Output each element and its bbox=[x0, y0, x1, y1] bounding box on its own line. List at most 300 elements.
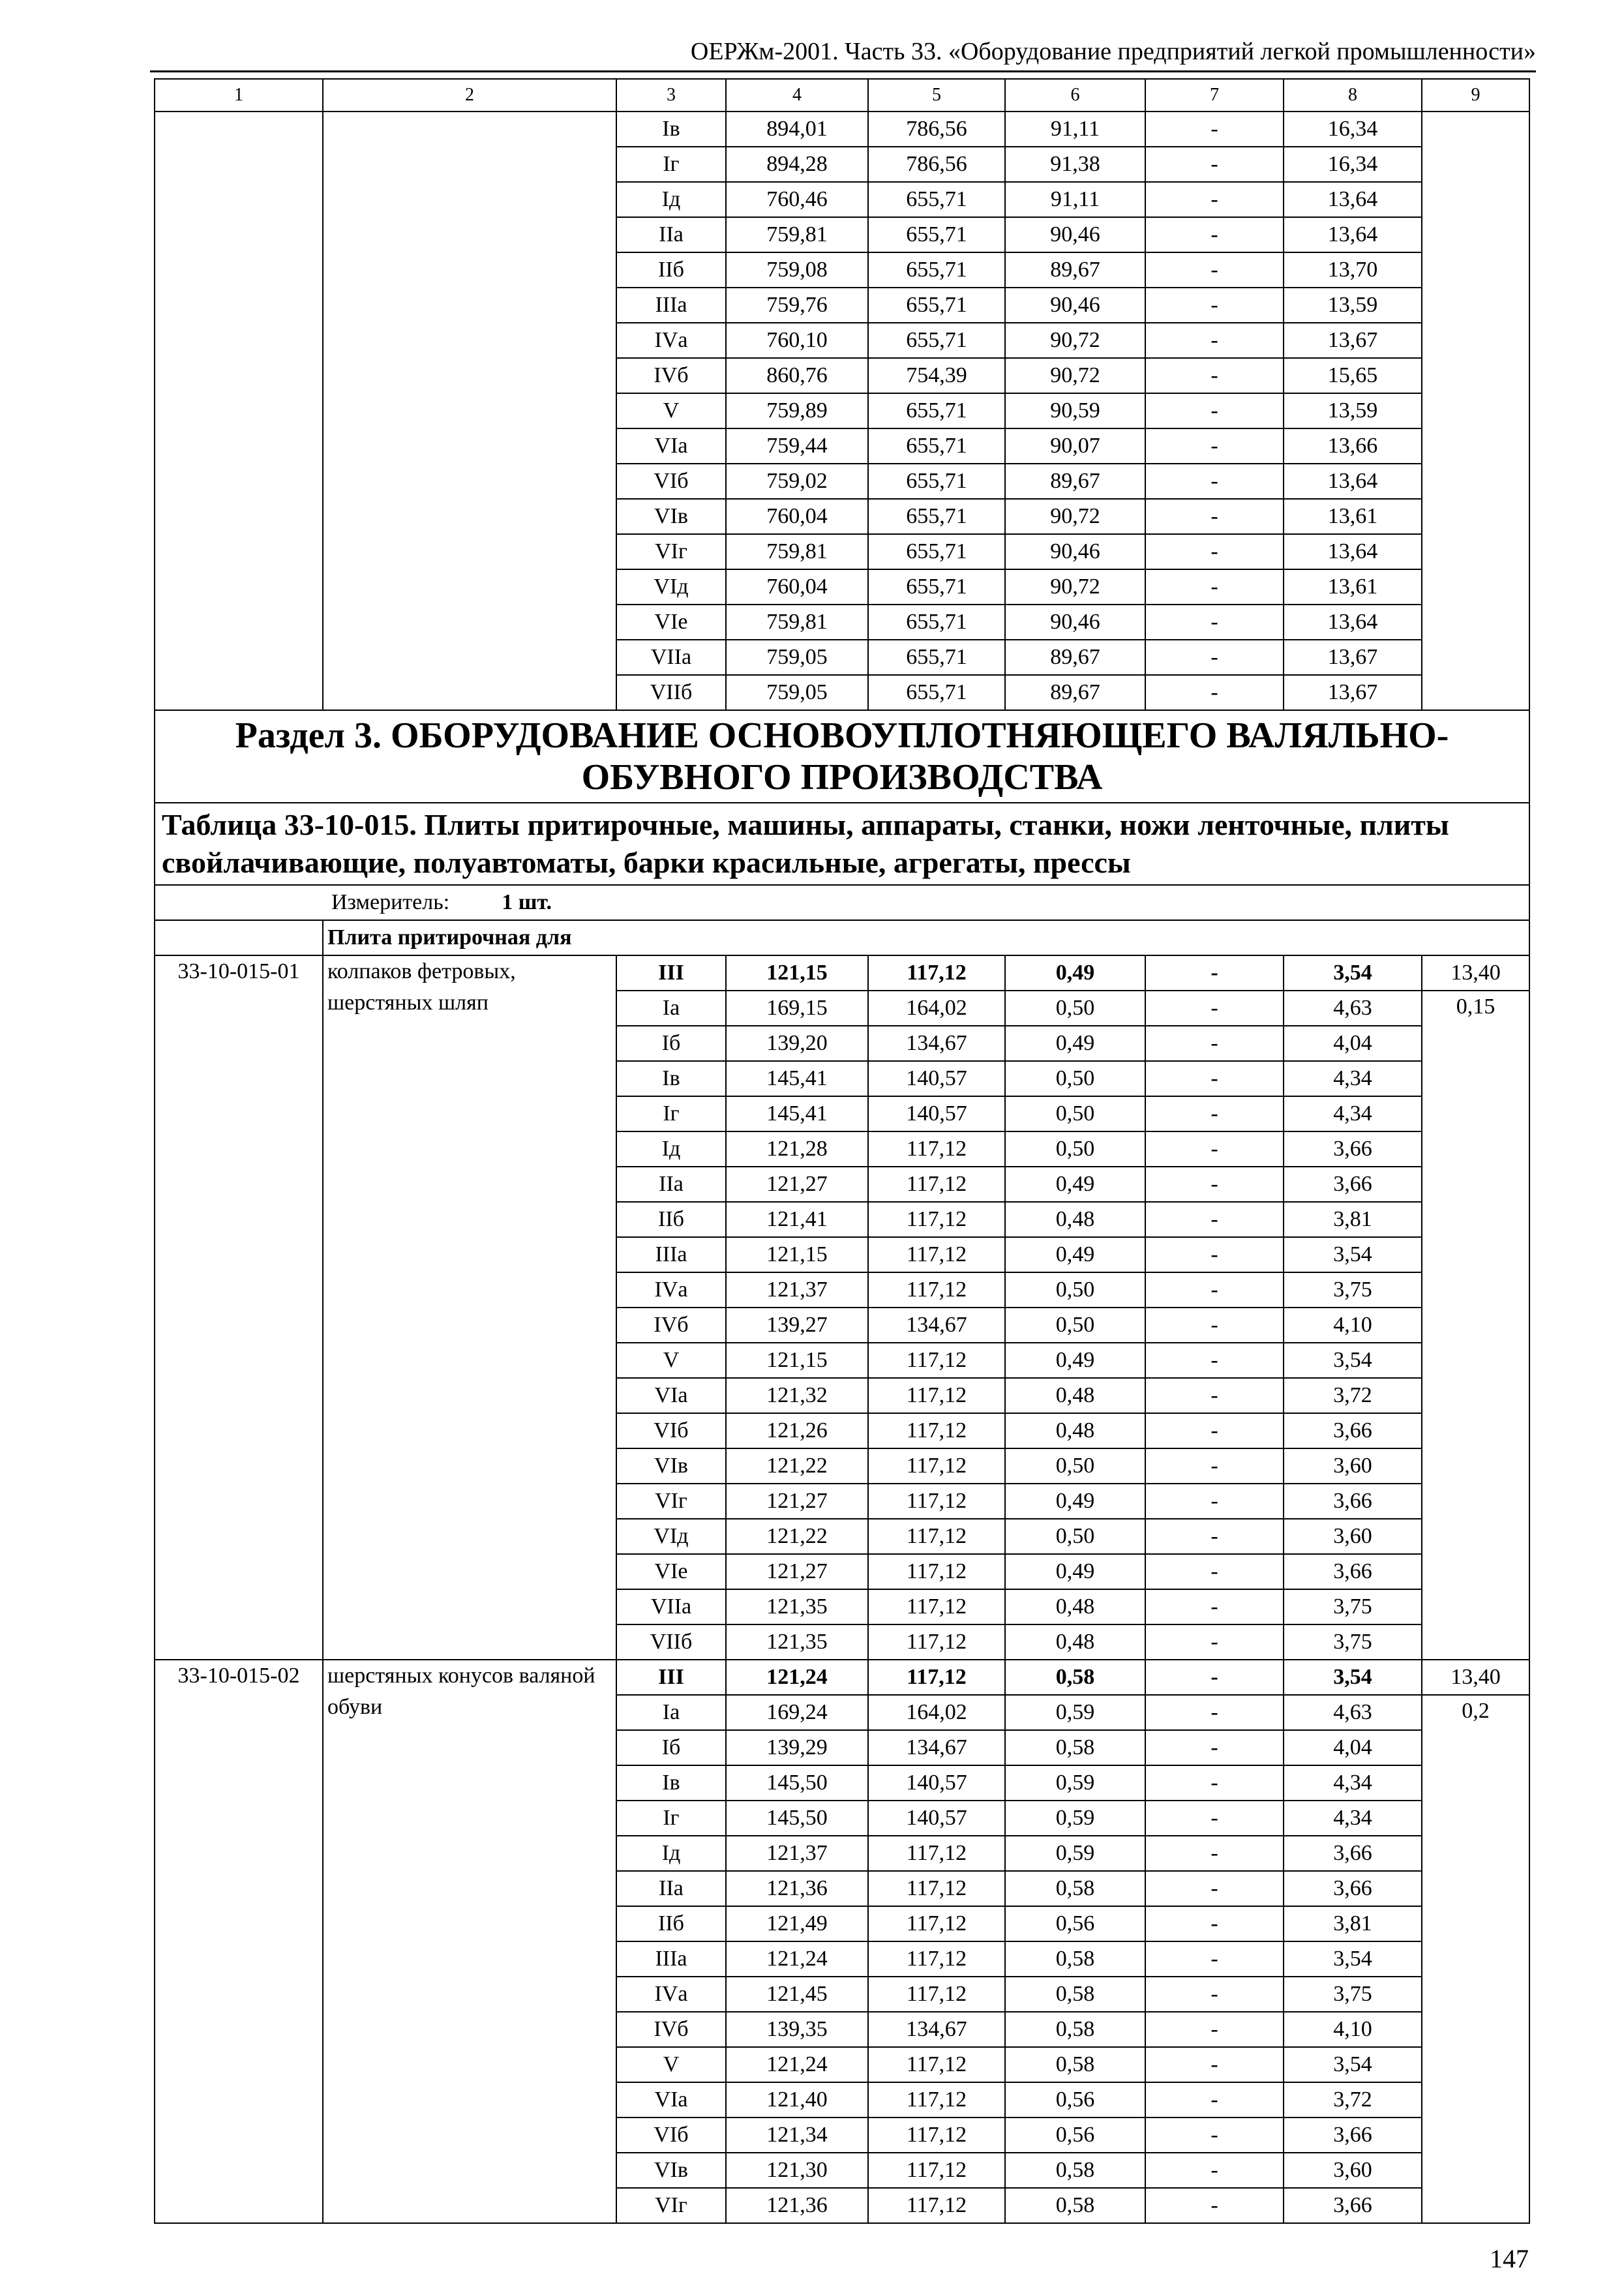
table-cell: 0,48 bbox=[1005, 1378, 1145, 1413]
table-cell: - bbox=[1145, 1801, 1284, 1836]
table-cell: 894,28 bbox=[726, 147, 868, 182]
table-cell: Iа bbox=[616, 1695, 726, 1730]
table-cell: 16,34 bbox=[1284, 147, 1422, 182]
table-cell: 139,29 bbox=[726, 1730, 868, 1765]
table-cell: 655,71 bbox=[868, 393, 1005, 428]
column-number: 7 bbox=[1145, 79, 1284, 112]
table-cell: 760,04 bbox=[726, 569, 868, 605]
table-cell: 139,35 bbox=[726, 2012, 868, 2047]
table-cell: 0,49 bbox=[1005, 1237, 1145, 1272]
table-cell: 121,15 bbox=[726, 955, 868, 991]
table-cell: 134,67 bbox=[868, 1730, 1005, 1765]
table-cell: VIв bbox=[616, 2153, 726, 2188]
table-cell: 0,59 bbox=[1005, 1765, 1145, 1801]
table-cell: IIб bbox=[616, 1906, 726, 1941]
table-cell: 140,57 bbox=[868, 1801, 1005, 1836]
table-cell: 121,30 bbox=[726, 2153, 868, 2188]
table-cell: 91,11 bbox=[1005, 112, 1145, 147]
table-cell: 3,54 bbox=[1284, 2047, 1422, 2082]
table-cell: 121,35 bbox=[726, 1624, 868, 1660]
section-title: Раздел 3. ОБОРУДОВАНИЕ ОСНОВОУПЛОТНЯЮЩЕГО ВАЛЯЛЬНО-ОБУВНОГО ПРОИЗВОДСТВА bbox=[155, 710, 1529, 803]
table-cell: 90,07 bbox=[1005, 428, 1145, 464]
column-number: 8 bbox=[1284, 79, 1422, 112]
table-cell: 13,64 bbox=[1284, 217, 1422, 252]
table-cell: - bbox=[1145, 955, 1284, 991]
table-cell: - bbox=[1145, 1167, 1284, 1202]
subheading: Плита притирочная для bbox=[323, 920, 1529, 955]
table-cell: 90,46 bbox=[1005, 534, 1145, 569]
table-cell: 145,41 bbox=[726, 1096, 868, 1131]
subheading-row bbox=[155, 920, 1529, 955]
table-cell: - bbox=[1145, 288, 1284, 323]
table-cell: - bbox=[1145, 1730, 1284, 1765]
table-cell: V bbox=[616, 393, 726, 428]
table-cell: 89,67 bbox=[1005, 252, 1145, 288]
table-cell: - bbox=[1145, 112, 1284, 147]
table-cell: 117,12 bbox=[868, 1413, 1005, 1448]
table-cell: 759,89 bbox=[726, 393, 868, 428]
table-cell: 117,12 bbox=[868, 1977, 1005, 2012]
table-cell: 121,24 bbox=[726, 2047, 868, 2082]
column-number: 6 bbox=[1005, 79, 1145, 112]
table-cell: 759,76 bbox=[726, 288, 868, 323]
table-cell: 4,63 bbox=[1284, 1695, 1422, 1730]
table-cell: 121,35 bbox=[726, 1589, 868, 1624]
table-cell: IIIа bbox=[616, 1941, 726, 1977]
table-cell: - bbox=[1145, 2082, 1284, 2117]
table-cell: 0,58 bbox=[1005, 1941, 1145, 1977]
table-cell: 90,59 bbox=[1005, 393, 1145, 428]
item-name: колпаков фетровых, шерстяных шляп bbox=[323, 955, 616, 1660]
table-cell: 121,32 bbox=[726, 1378, 868, 1413]
table-cell: - bbox=[1145, 428, 1284, 464]
table-cell: VIIб bbox=[616, 1624, 726, 1660]
table-cell: 759,44 bbox=[726, 428, 868, 464]
table-cell: 89,67 bbox=[1005, 464, 1145, 499]
table-cell: 117,12 bbox=[868, 1906, 1005, 1941]
table-cell: 655,71 bbox=[868, 534, 1005, 569]
table-cell: 164,02 bbox=[868, 1695, 1005, 1730]
table-cell: 89,67 bbox=[1005, 675, 1145, 710]
table-cell: - bbox=[1145, 393, 1284, 428]
table-cell: 15,65 bbox=[1284, 358, 1422, 393]
measure-label: Измеритель: bbox=[331, 890, 450, 914]
table-cell: 13,67 bbox=[1284, 323, 1422, 358]
table-cell: 3,66 bbox=[1284, 2188, 1422, 2223]
table-cell: 3,75 bbox=[1284, 1977, 1422, 2012]
table-cell: VIд bbox=[616, 569, 726, 605]
table-title bbox=[155, 803, 1529, 885]
table-cell: - bbox=[1145, 1836, 1284, 1871]
table-cell: 3,66 bbox=[1284, 2117, 1422, 2153]
table-cell: - bbox=[1145, 1484, 1284, 1519]
table-cell: VIа bbox=[616, 428, 726, 464]
table-cell: 139,27 bbox=[726, 1308, 868, 1343]
table-cell: - bbox=[1145, 2188, 1284, 2223]
table-cell: 3,66 bbox=[1284, 1167, 1422, 1202]
table-cell: 140,57 bbox=[868, 1765, 1005, 1801]
table-cell: 13,61 bbox=[1284, 499, 1422, 534]
table-cell: Iв bbox=[616, 1061, 726, 1096]
item-code: 33-10-015-02 bbox=[155, 1660, 323, 2223]
table-cell: VIг bbox=[616, 2188, 726, 2223]
table-cell: - bbox=[1145, 217, 1284, 252]
table-cell: 4,34 bbox=[1284, 1061, 1422, 1096]
table-cell: 13,70 bbox=[1284, 252, 1422, 288]
table-cell: 0,58 bbox=[1005, 2047, 1145, 2082]
table-cell: IIа bbox=[616, 1167, 726, 1202]
table-cell: 121,24 bbox=[726, 1660, 868, 1695]
table-cell: 13,66 bbox=[1284, 428, 1422, 464]
table-cell: Iг bbox=[616, 147, 726, 182]
table-cell: 3,54 bbox=[1284, 1660, 1422, 1695]
table-cell: - bbox=[1145, 675, 1284, 710]
table-cell: 90,72 bbox=[1005, 323, 1145, 358]
table-cell: 655,71 bbox=[868, 428, 1005, 464]
table-cell: 117,12 bbox=[868, 2082, 1005, 2117]
col9-cell-empty bbox=[1422, 112, 1529, 710]
table-cell: 117,12 bbox=[868, 1202, 1005, 1237]
table-cell: 117,12 bbox=[868, 1589, 1005, 1624]
table-cell: 134,67 bbox=[868, 1308, 1005, 1343]
table-cell: 90,72 bbox=[1005, 569, 1145, 605]
table-row bbox=[155, 112, 1529, 147]
table-cell: 655,71 bbox=[868, 640, 1005, 675]
table-cell: 0,50 bbox=[1005, 1448, 1145, 1484]
table-cell: 759,81 bbox=[726, 217, 868, 252]
table-cell: 655,71 bbox=[868, 569, 1005, 605]
table-cell: - bbox=[1145, 1695, 1284, 1730]
table-cell: 0,58 bbox=[1005, 1660, 1145, 1695]
table-cell: - bbox=[1145, 1765, 1284, 1801]
table-cell: 121,45 bbox=[726, 1977, 868, 2012]
table-cell: 759,81 bbox=[726, 605, 868, 640]
table-cell: III bbox=[616, 955, 726, 991]
table-cell: 3,81 bbox=[1284, 1906, 1422, 1941]
table-cell: 169,15 bbox=[726, 991, 868, 1026]
rates-table bbox=[154, 78, 1530, 2224]
table-cell: 3,54 bbox=[1284, 1237, 1422, 1272]
table-row bbox=[155, 955, 1529, 991]
table-cell: 121,27 bbox=[726, 1167, 868, 1202]
table-cell: - bbox=[1145, 499, 1284, 534]
table-cell: VIIа bbox=[616, 640, 726, 675]
table-cell: 655,71 bbox=[868, 675, 1005, 710]
table-cell: 760,46 bbox=[726, 182, 868, 217]
table-cell: IVа bbox=[616, 1977, 726, 2012]
table-cell: IIа bbox=[616, 1871, 726, 1906]
table-cell: 145,41 bbox=[726, 1061, 868, 1096]
table-cell: Iг bbox=[616, 1096, 726, 1131]
table-cell: - bbox=[1145, 1906, 1284, 1941]
running-header: ОЕРЖм-2001. Часть 33. «Оборудование предприятий легкой промышленности» bbox=[690, 38, 1536, 65]
table-cell: 655,71 bbox=[868, 464, 1005, 499]
table-cell: 894,01 bbox=[726, 112, 868, 147]
table-cell: 91,38 bbox=[1005, 147, 1145, 182]
table-cell: 117,12 bbox=[868, 1660, 1005, 1695]
table-cell: 117,12 bbox=[868, 1448, 1005, 1484]
code-cell-empty bbox=[155, 112, 323, 710]
table-cell: - bbox=[1145, 1413, 1284, 1448]
table-cell: 3,72 bbox=[1284, 1378, 1422, 1413]
table-cell: 117,12 bbox=[868, 1167, 1005, 1202]
table-title-text: Таблица 33-10-015. Плиты притирочные, машины, аппараты, станки, ножи ленточные, плиты свойлачивающие, полуавтоматы, барки красильные, агрегаты, прессы bbox=[162, 808, 1449, 879]
table-cell: 134,67 bbox=[868, 2012, 1005, 2047]
table-cell: 121,27 bbox=[726, 1554, 868, 1589]
column-number: 5 bbox=[868, 79, 1005, 112]
table-cell: - bbox=[1145, 1624, 1284, 1660]
table-cell: - bbox=[1145, 605, 1284, 640]
table-cell: - bbox=[1145, 1448, 1284, 1484]
table-cell: 759,05 bbox=[726, 640, 868, 675]
table-cell: 121,40 bbox=[726, 2082, 868, 2117]
table-cell: 3,72 bbox=[1284, 2082, 1422, 2117]
table-cell: 121,27 bbox=[726, 1484, 868, 1519]
table-cell: - bbox=[1145, 182, 1284, 217]
table-cell: 0,50 bbox=[1005, 1308, 1145, 1343]
table-cell: 13,59 bbox=[1284, 393, 1422, 428]
column-number: 9 bbox=[1422, 79, 1529, 112]
table-cell: 117,12 bbox=[868, 1378, 1005, 1413]
table-cell: 3,66 bbox=[1284, 1836, 1422, 1871]
table-cell: 0,49 bbox=[1005, 1343, 1145, 1378]
measure-value: 1 шт. bbox=[502, 890, 552, 914]
table-cell: 0,50 bbox=[1005, 1096, 1145, 1131]
table-cell: 0,50 bbox=[1005, 1272, 1145, 1308]
table-cell: 3,66 bbox=[1284, 1484, 1422, 1519]
table-cell: - bbox=[1145, 991, 1284, 1026]
table-cell: 121,36 bbox=[726, 2188, 868, 2223]
table-cell: 121,49 bbox=[726, 1906, 868, 1941]
table-cell: 117,12 bbox=[868, 1272, 1005, 1308]
table-cell: - bbox=[1145, 1519, 1284, 1554]
table-cell: 655,71 bbox=[868, 252, 1005, 288]
table-cell: 121,34 bbox=[726, 2117, 868, 2153]
column-number: 3 bbox=[616, 79, 726, 112]
table-cell: - bbox=[1145, 2012, 1284, 2047]
table-cell: 759,81 bbox=[726, 534, 868, 569]
table-cell: - bbox=[1145, 534, 1284, 569]
table-cell: 16,34 bbox=[1284, 112, 1422, 147]
table-cell: 4,10 bbox=[1284, 1308, 1422, 1343]
table-cell: 759,05 bbox=[726, 675, 868, 710]
table-cell: - bbox=[1145, 1871, 1284, 1906]
table-cell: Iа bbox=[616, 991, 726, 1026]
table-cell: - bbox=[1145, 1589, 1284, 1624]
table-cell: - bbox=[1145, 569, 1284, 605]
table-cell: 121,24 bbox=[726, 1941, 868, 1977]
table-cell: VIIб bbox=[616, 675, 726, 710]
table-cell: IVа bbox=[616, 323, 726, 358]
table-cell: Iб bbox=[616, 1730, 726, 1765]
table-cell: 655,71 bbox=[868, 182, 1005, 217]
table-cell: - bbox=[1145, 2047, 1284, 2082]
table-cell: 4,34 bbox=[1284, 1801, 1422, 1836]
table-cell: IVб bbox=[616, 1308, 726, 1343]
table-cell: 0,48 bbox=[1005, 1589, 1145, 1624]
table-cell: - bbox=[1145, 323, 1284, 358]
table-cell: 655,71 bbox=[868, 499, 1005, 534]
table-cell: 0,56 bbox=[1005, 2082, 1145, 2117]
empty-cell bbox=[155, 920, 323, 955]
table-cell: 121,37 bbox=[726, 1272, 868, 1308]
table-cell: 655,71 bbox=[868, 217, 1005, 252]
table-cell: 169,24 bbox=[726, 1695, 868, 1730]
table-cell: 139,20 bbox=[726, 1026, 868, 1061]
table-cell: - bbox=[1145, 1061, 1284, 1096]
table-cell: IVа bbox=[616, 1272, 726, 1308]
table-cell: Iд bbox=[616, 1836, 726, 1871]
table-cell: 3,66 bbox=[1284, 1413, 1422, 1448]
table-cell: Iд bbox=[616, 182, 726, 217]
table-cell: 786,56 bbox=[868, 112, 1005, 147]
table-cell: IIб bbox=[616, 1202, 726, 1237]
table-cell: - bbox=[1145, 1554, 1284, 1589]
table-cell: 117,12 bbox=[868, 1343, 1005, 1378]
col9-value: 13,40 bbox=[1422, 1660, 1529, 1695]
table-cell: VIа bbox=[616, 1378, 726, 1413]
table-cell: 3,75 bbox=[1284, 1624, 1422, 1660]
table-cell: 0,49 bbox=[1005, 955, 1145, 991]
measure-cell bbox=[155, 885, 1529, 920]
table-body bbox=[155, 79, 1529, 2223]
table-cell: Iв bbox=[616, 112, 726, 147]
table-cell: 13,67 bbox=[1284, 675, 1422, 710]
table-cell: 760,10 bbox=[726, 323, 868, 358]
table-cell: 90,46 bbox=[1005, 217, 1145, 252]
table-cell: 121,22 bbox=[726, 1448, 868, 1484]
table-cell: 121,37 bbox=[726, 1836, 868, 1871]
table-cell: IIа bbox=[616, 217, 726, 252]
col9-value: 0,2 bbox=[1422, 1695, 1529, 2223]
table-cell: VIа bbox=[616, 2082, 726, 2117]
table-cell: 145,50 bbox=[726, 1801, 868, 1836]
table-cell: 91,11 bbox=[1005, 182, 1145, 217]
table-cell: 13,61 bbox=[1284, 569, 1422, 605]
table-cell: 3,66 bbox=[1284, 1131, 1422, 1167]
table-cell: VIе bbox=[616, 1554, 726, 1589]
table-cell: 754,39 bbox=[868, 358, 1005, 393]
table-cell: IVб bbox=[616, 2012, 726, 2047]
table-cell: 0,50 bbox=[1005, 1131, 1145, 1167]
table-cell: - bbox=[1145, 1977, 1284, 2012]
table-cell: 117,12 bbox=[868, 1624, 1005, 1660]
table-cell: 655,71 bbox=[868, 288, 1005, 323]
table-cell: 0,58 bbox=[1005, 2012, 1145, 2047]
item-code: 33-10-015-01 bbox=[155, 955, 323, 1660]
table-cell: 0,58 bbox=[1005, 1977, 1145, 2012]
table-cell: 0,49 bbox=[1005, 1026, 1145, 1061]
table-cell: 0,48 bbox=[1005, 1624, 1145, 1660]
table-cell: 0,58 bbox=[1005, 1730, 1145, 1765]
table-cell: 121,36 bbox=[726, 1871, 868, 1906]
table-cell: 0,59 bbox=[1005, 1695, 1145, 1730]
table-cell: 13,64 bbox=[1284, 464, 1422, 499]
table-cell: III bbox=[616, 1660, 726, 1695]
table-cell: 90,46 bbox=[1005, 288, 1145, 323]
table-cell: IVб bbox=[616, 358, 726, 393]
table-cell: - bbox=[1145, 2117, 1284, 2153]
table-cell: 13,64 bbox=[1284, 182, 1422, 217]
table-cell: 0,58 bbox=[1005, 2188, 1145, 2223]
column-number-row bbox=[155, 79, 1529, 112]
table-cell: 760,04 bbox=[726, 499, 868, 534]
table-cell: 860,76 bbox=[726, 358, 868, 393]
table-title-row bbox=[155, 803, 1529, 885]
table-cell: 140,57 bbox=[868, 1096, 1005, 1131]
table-cell: 90,72 bbox=[1005, 358, 1145, 393]
table-cell: - bbox=[1145, 1378, 1284, 1413]
table-cell: 117,12 bbox=[868, 1871, 1005, 1906]
table-cell: VIг bbox=[616, 1484, 726, 1519]
table-cell: - bbox=[1145, 1131, 1284, 1167]
table-cell: IIб bbox=[616, 252, 726, 288]
table-cell: 0,58 bbox=[1005, 1871, 1145, 1906]
table-cell: VIб bbox=[616, 464, 726, 499]
table-cell: 655,71 bbox=[868, 323, 1005, 358]
col9-value: 0,15 bbox=[1422, 991, 1529, 1660]
table-cell: Iв bbox=[616, 1765, 726, 1801]
table-cell: 3,60 bbox=[1284, 1519, 1422, 1554]
table-cell: 3,66 bbox=[1284, 1871, 1422, 1906]
table-cell: - bbox=[1145, 1343, 1284, 1378]
table-cell: 90,46 bbox=[1005, 605, 1145, 640]
table-cell: 0,56 bbox=[1005, 2117, 1145, 2153]
table-cell: 117,12 bbox=[868, 1554, 1005, 1589]
table-cell: 0,50 bbox=[1005, 1061, 1145, 1096]
table-cell: 117,12 bbox=[868, 2047, 1005, 2082]
table-cell: 164,02 bbox=[868, 991, 1005, 1026]
column-number: 1 bbox=[155, 79, 323, 112]
table-cell: 134,67 bbox=[868, 1026, 1005, 1061]
table-cell: 121,15 bbox=[726, 1237, 868, 1272]
table-cell: 4,34 bbox=[1284, 1765, 1422, 1801]
table-cell: - bbox=[1145, 464, 1284, 499]
table-cell: 4,10 bbox=[1284, 2012, 1422, 2047]
table-cell: 117,12 bbox=[868, 2153, 1005, 2188]
table-cell: 0,49 bbox=[1005, 1167, 1145, 1202]
table-cell: 0,56 bbox=[1005, 1906, 1145, 1941]
table-cell: 0,50 bbox=[1005, 991, 1145, 1026]
table-cell: 786,56 bbox=[868, 147, 1005, 182]
table-cell: 4,63 bbox=[1284, 991, 1422, 1026]
table-cell: 117,12 bbox=[868, 2117, 1005, 2153]
table-cell: - bbox=[1145, 252, 1284, 288]
table-cell: Iб bbox=[616, 1026, 726, 1061]
table-cell: 3,66 bbox=[1284, 1554, 1422, 1589]
table-cell: 0,48 bbox=[1005, 1202, 1145, 1237]
table-cell: 117,12 bbox=[868, 1519, 1005, 1554]
table-cell: IIIа bbox=[616, 288, 726, 323]
table-cell: 121,26 bbox=[726, 1413, 868, 1448]
table-cell: 3,60 bbox=[1284, 1448, 1422, 1484]
column-number: 2 bbox=[323, 79, 616, 112]
table-cell: - bbox=[1145, 1272, 1284, 1308]
table-cell: 121,28 bbox=[726, 1131, 868, 1167]
measure-row bbox=[155, 885, 1529, 920]
table-cell: V bbox=[616, 1343, 726, 1378]
item-name: шерстяных конусов валяной обуви bbox=[323, 1660, 616, 2223]
table-cell: 3,75 bbox=[1284, 1272, 1422, 1308]
table-cell: 117,12 bbox=[868, 2188, 1005, 2223]
table-cell: 13,64 bbox=[1284, 605, 1422, 640]
table-cell: 3,81 bbox=[1284, 1202, 1422, 1237]
table-cell: - bbox=[1145, 358, 1284, 393]
table-cell: - bbox=[1145, 1660, 1284, 1695]
table-cell: - bbox=[1145, 2153, 1284, 2188]
table-cell: 3,54 bbox=[1284, 955, 1422, 991]
table-cell: VIб bbox=[616, 2117, 726, 2153]
